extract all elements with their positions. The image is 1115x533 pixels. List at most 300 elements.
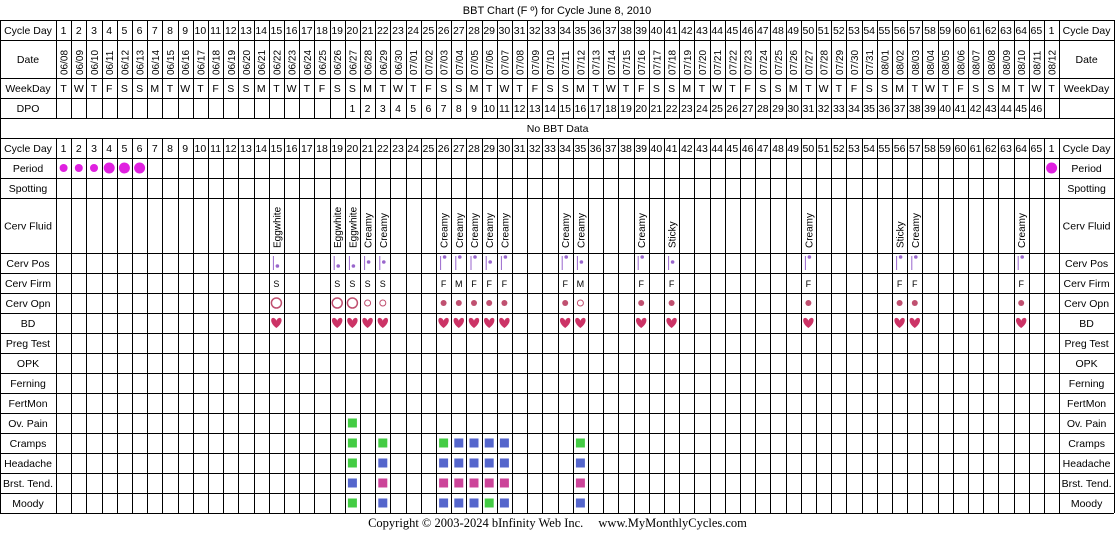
- cycle-day-cell: 30: [498, 143, 511, 155]
- bd-heart-icon: [499, 318, 509, 328]
- dpo-cell: 37: [893, 103, 906, 115]
- cycle-day-cell: 47: [756, 25, 769, 37]
- date-cell: 06/29: [378, 49, 390, 75]
- cerv-firm-label: F: [1018, 279, 1024, 289]
- row-label-dpo: DPO: [16, 103, 40, 115]
- cycle-day-cell: 12: [224, 25, 237, 37]
- period-dot: [75, 164, 83, 172]
- cycle-day-cell: 54: [863, 143, 876, 155]
- cycle-day-cell: 28: [468, 143, 480, 155]
- cycle-day-cell: 12: [224, 143, 237, 155]
- cerv-firm-label: F: [668, 279, 675, 289]
- cerv-pos-dot: [504, 255, 508, 259]
- cycle-day-cell: 1: [1048, 143, 1055, 155]
- dpo-cell: 5: [410, 103, 417, 115]
- row-label-headache: Headache: [4, 458, 52, 470]
- weekday-cell: M: [469, 83, 479, 95]
- cerv-opn-medium: [577, 300, 583, 306]
- cycle-day-cell: 56: [893, 25, 906, 37]
- row-label-moody: Moody: [12, 498, 44, 510]
- cerv-opn-closed: [441, 300, 447, 306]
- cycle-day-cell: 25: [422, 25, 435, 37]
- footer-copyright: [0, 513, 1115, 533]
- dpo-cell: 27: [741, 103, 754, 115]
- weekday-cell: T: [698, 83, 706, 95]
- weekday-cell: S: [455, 83, 463, 95]
- cycle-day-cell: 44: [711, 143, 724, 155]
- dpo-cell: 7: [440, 103, 447, 115]
- date-cell: 08/08: [986, 49, 998, 75]
- cycle-day-cell: 13: [240, 25, 252, 37]
- cycle-day-cell: 41: [665, 143, 678, 155]
- cycle-day-cell: 43: [696, 25, 708, 37]
- dpo-cell: 26: [726, 103, 739, 115]
- date-cell: 08/06: [956, 49, 968, 75]
- weekday-cell: W: [818, 83, 829, 95]
- cerv-fluid-label: Creamy: [576, 212, 588, 248]
- cerv-pos-dot: [443, 255, 447, 259]
- cycle-day-cell: 9: [182, 25, 189, 37]
- weekday-cell: S: [333, 83, 341, 95]
- cycle-day-cell: 38: [620, 25, 632, 37]
- date-cell: 07/24: [758, 49, 770, 75]
- weekday-cell: S: [668, 83, 676, 95]
- date-cell: 06/14: [150, 49, 162, 75]
- row-label-cerv_opn: Cerv Opn: [5, 298, 51, 310]
- weekday-cell: T: [485, 83, 493, 95]
- bd-heart-icon: [378, 318, 388, 328]
- dpo-cell: 36: [878, 103, 891, 115]
- cycle-day-cell: 59: [939, 143, 952, 155]
- date-cell: 07/21: [713, 49, 725, 75]
- moody-marker: [576, 499, 585, 508]
- period-dot: [119, 163, 130, 174]
- row-label-preg_test: Preg Test: [5, 338, 51, 350]
- weekday-cell: T: [1048, 83, 1055, 95]
- weekday-cell: F: [957, 83, 964, 95]
- date-cell: 06/25: [318, 49, 329, 75]
- cycle-day-cell: 42: [680, 143, 693, 155]
- cerv-fluid-label: Creamy: [470, 212, 481, 248]
- dpo-cell: 41: [954, 103, 967, 115]
- dpo-cell: 38: [908, 103, 921, 115]
- cycle-day-cell: 49: [787, 25, 800, 37]
- row-label-date: Date: [16, 54, 40, 66]
- weekday-cell: W: [605, 83, 616, 95]
- cycle-day-cell: 56: [893, 143, 906, 155]
- dpo-cell: 2: [364, 103, 371, 115]
- cerv-firm-label: F: [471, 279, 477, 289]
- cycle-day-cell: 20: [346, 25, 359, 37]
- cerv-pos-dot: [336, 264, 340, 268]
- weekday-cell: T: [303, 83, 311, 95]
- date-cell: 07/13: [591, 49, 603, 75]
- bd-heart-icon: [347, 318, 357, 328]
- cycle-day-cell: 31: [513, 25, 526, 37]
- brst-tend-marker: [378, 479, 387, 488]
- cycle-day-cell: 15: [270, 143, 283, 155]
- cycle-day-cell: 44: [711, 25, 724, 37]
- date-cell: 06/10: [90, 49, 101, 75]
- cycle-day-cell: 55: [878, 143, 891, 155]
- moody-marker: [485, 499, 494, 508]
- dpo-cell: 33: [832, 103, 845, 115]
- date-cell: 06/18: [211, 49, 223, 75]
- cerv-firm-label: F: [440, 279, 447, 289]
- date-cell: 07/28: [819, 49, 831, 75]
- brst-tend-marker: [348, 479, 357, 488]
- cerv-fluid-label: Creamy: [439, 212, 451, 248]
- weekday-cell: S: [561, 83, 569, 95]
- dpo-cell: 32: [817, 103, 830, 115]
- cerv-opn-closed: [562, 300, 568, 306]
- date-cell: 06/24: [302, 49, 314, 75]
- cycle-day-cell: 7: [151, 25, 158, 37]
- weekday-cell: T: [516, 83, 523, 95]
- weekday-cell: W: [1031, 83, 1042, 95]
- cycle-day-cell: 10: [194, 25, 207, 37]
- weekday-cell: F: [850, 83, 858, 95]
- date-cell: 07/02: [424, 49, 436, 75]
- cycle-day-cell: 5: [121, 143, 128, 155]
- bd-heart-icon: [362, 318, 372, 328]
- cycle-day-cell: 5: [121, 25, 128, 37]
- chart-content: [3, 25, 1112, 510]
- dpo-cell: 10: [483, 103, 496, 115]
- date-cell: 07/26: [789, 49, 801, 75]
- dpo-cell: 30: [787, 103, 800, 115]
- weekday-cell: S: [242, 83, 250, 95]
- date-cell: 06/28: [363, 49, 375, 75]
- cerv-fluid-label: Creamy: [454, 212, 466, 248]
- cerv-firm-label: S: [379, 279, 386, 289]
- brst-tend-marker: [500, 479, 509, 488]
- dpo-cell: 11: [498, 103, 510, 115]
- cycle-day-cell: 2: [75, 25, 82, 37]
- cycle-day-cell: 6: [136, 143, 143, 155]
- cycle-day-cell: 11: [210, 25, 222, 37]
- cycle-day-cell: 17: [300, 143, 313, 155]
- cycle-day-cell: 60: [954, 25, 967, 37]
- cycle-day-cell: 65: [1030, 143, 1043, 155]
- cerv-opn-medium: [365, 300, 371, 306]
- cerv-opn-closed: [471, 300, 477, 306]
- dpo-cell: 4: [395, 103, 401, 115]
- weekday-cell: M: [1001, 83, 1011, 95]
- row-label-brst_tend: Brst. Tend.: [3, 478, 53, 490]
- weekday-cell: S: [774, 83, 782, 95]
- weekday-cell: S: [880, 83, 888, 95]
- dpo-cell: 16: [574, 103, 587, 115]
- cycle-day-cell: 17: [300, 25, 313, 37]
- cycle-day-cell: 51: [817, 143, 830, 155]
- date-cell: 06/26: [333, 49, 345, 75]
- date-cell: 07/25: [774, 49, 785, 75]
- bd-heart-icon: [666, 318, 676, 328]
- weekday-cell: S: [987, 83, 995, 95]
- cerv-fluid-label: Eggwhite: [272, 206, 284, 248]
- cycle-day-cell: 64: [1015, 143, 1028, 155]
- cycle-day-cell: 62: [984, 25, 997, 37]
- date-cell: 08/07: [971, 49, 983, 75]
- moody-marker: [378, 499, 387, 508]
- brst-tend-marker: [576, 479, 585, 488]
- weekday-cell: M: [150, 83, 160, 95]
- site-link[interactable]: www.MyMonthlyCycles.com: [598, 516, 747, 530]
- bd-heart-icon: [910, 318, 920, 328]
- dpo-cell: 25: [711, 103, 724, 115]
- cerv-firm-label: F: [486, 279, 492, 289]
- headache-marker: [470, 459, 479, 468]
- cerv-fluid-label: Creamy: [378, 212, 390, 248]
- row-label-right-period: Period: [1071, 163, 1102, 175]
- cycle-day-cell: 23: [392, 143, 404, 155]
- dpo-cell: 29: [772, 103, 784, 115]
- cerv-opn-closed: [897, 300, 903, 306]
- weekday-cell: M: [576, 83, 585, 95]
- date-cell: 08/04: [926, 49, 937, 75]
- date-cell: 07/06: [485, 49, 497, 75]
- moody-marker: [500, 499, 509, 508]
- date-cell: 06/09: [74, 49, 86, 75]
- row-label-right-ov_pain: Ov. Pain: [1066, 418, 1107, 430]
- cycle-day-cell: 36: [589, 143, 602, 155]
- cycle-day-cell: 34: [559, 143, 572, 155]
- cerv-fluid-label: Eggwhite: [348, 206, 360, 248]
- cramps-marker: [454, 439, 463, 448]
- date-cell: 06/13: [135, 49, 147, 75]
- dpo-cell: 34: [848, 103, 860, 115]
- row-label-right-opk: OPK: [1075, 358, 1098, 370]
- cycle-day-cell: 22: [376, 143, 389, 155]
- row-label-ov_pain: Ov. Pain: [8, 418, 48, 430]
- cycle-day-cell: 52: [832, 25, 845, 37]
- dpo-cell: 15: [559, 103, 572, 115]
- cramps-marker: [470, 439, 479, 448]
- cycle-day-cell: 32: [528, 143, 541, 155]
- date-cell: 06/16: [181, 49, 193, 75]
- ov-pain-marker: [348, 419, 357, 428]
- date-cell: 07/01: [409, 49, 421, 75]
- cycle-day-cell: 25: [422, 143, 435, 155]
- date-cell: 08/05: [941, 49, 953, 75]
- dpo-cell: 42: [969, 103, 982, 115]
- row-label-fertmon: FertMon: [8, 398, 48, 410]
- period-dot: [104, 163, 115, 174]
- cycle-day-cell: 58: [924, 25, 936, 37]
- cycle-day-cell: 39: [635, 25, 648, 37]
- row-label-ferning: Ferning: [10, 378, 46, 390]
- cerv-firm-label: M: [576, 279, 585, 289]
- row-label-right-bd: BD: [1079, 318, 1094, 330]
- cycle-day-cell: 27: [452, 143, 465, 155]
- dpo-cell: 40: [939, 103, 952, 115]
- brst-tend-marker: [485, 479, 494, 488]
- cerv-opn-medium: [380, 300, 386, 306]
- cycle-day-cell: 4: [106, 25, 113, 37]
- cycle-day-cell: 61: [969, 143, 982, 155]
- cerv-pos-dot: [640, 255, 644, 259]
- row-label-right-cerv_fluid: Cerv Fluid: [1062, 220, 1111, 233]
- cycle-day-cell: 7: [151, 143, 158, 155]
- cycle-day-cell: 8: [167, 143, 173, 155]
- chart-title: BBT Chart (F º) for Cycle June 8, 2010: [462, 5, 652, 17]
- row-label-right-brst_tend: Brst. Tend.: [1061, 478, 1112, 490]
- cycle-day-cell: 28: [468, 25, 480, 37]
- weekday-cell: M: [788, 83, 798, 95]
- dpo-cell: 6: [425, 103, 432, 115]
- row-label-right-moody: Moody: [1070, 498, 1103, 510]
- cerv-pos-dot: [808, 255, 812, 259]
- weekday-cell: S: [972, 83, 980, 95]
- cycle-day-cell: 57: [908, 143, 921, 155]
- bd-heart-icon: [636, 318, 646, 328]
- cycle-day-cell: 6: [136, 25, 143, 37]
- cycle-day-cell: 58: [924, 143, 936, 155]
- dpo-cell: 20: [635, 103, 648, 115]
- headache-marker: [378, 459, 387, 468]
- dpo-cell: 39: [924, 103, 936, 115]
- date-cell: 07/04: [454, 49, 466, 75]
- weekday-cell: W: [180, 83, 191, 95]
- weekday-cell: T: [197, 83, 204, 95]
- cerv-fluid-label: Sticky: [895, 221, 907, 248]
- row-label-right-cycle_day: Cycle Day: [1062, 25, 1111, 37]
- no-bbt-data-label: No BBT Data: [526, 123, 589, 135]
- date-cell: 08/01: [880, 49, 892, 75]
- cycle-day-cell: 32: [528, 25, 541, 37]
- weekday-cell: F: [105, 83, 113, 95]
- cerv-opn-closed: [1018, 300, 1024, 306]
- cerv-opn-open: [271, 298, 281, 308]
- date-cell: 06/30: [394, 49, 405, 75]
- row-label-cerv_pos: Cerv Pos: [6, 258, 50, 270]
- weekday-cell: F: [318, 83, 326, 95]
- cerv-pos-dot: [382, 260, 386, 264]
- cycle-day-cell: 16: [285, 25, 298, 37]
- date-cell: 07/08: [515, 49, 527, 75]
- dpo-cell: 45: [1015, 103, 1028, 115]
- cycle-day-cell: 62: [984, 143, 997, 155]
- bd-heart-icon: [438, 318, 448, 328]
- date-cell: 07/31: [865, 49, 877, 75]
- date-cell: 06/19: [226, 49, 238, 75]
- weekday-cell: W: [925, 83, 935, 95]
- cycle-day-cell: 41: [665, 25, 678, 37]
- cycle-day-cell: 45: [726, 25, 739, 37]
- date-cell: 07/18: [667, 49, 679, 75]
- dpo-cell: 46: [1030, 103, 1043, 115]
- cycle-day-cell: 21: [361, 25, 374, 37]
- dpo-cell: 8: [455, 103, 462, 115]
- bd-heart-icon: [894, 318, 904, 328]
- cycle-day-cell: 40: [650, 143, 663, 155]
- row-label-right-spotting: Spotting: [1067, 183, 1106, 195]
- row-label-cycle_day: Cycle Day: [4, 143, 52, 155]
- date-cell: 06/15: [166, 49, 177, 75]
- cycle-day-cell: 8: [167, 25, 173, 37]
- weekday-cell: F: [531, 83, 539, 95]
- date-cell: 06/17: [196, 49, 208, 75]
- date-cell: 07/07: [500, 49, 512, 75]
- cycle-day-cell: 46: [741, 143, 754, 155]
- weekday-cell: T: [90, 83, 98, 95]
- headache-marker: [500, 459, 509, 468]
- cycle-day-cell: 1: [60, 25, 67, 37]
- cycle-day-cell: 19: [331, 143, 344, 155]
- weekday-cell: T: [166, 83, 174, 95]
- weekday-cell: M: [363, 83, 372, 95]
- bd-heart-icon: [575, 318, 585, 328]
- period-dot: [60, 164, 68, 172]
- cycle-day-cell: 57: [908, 25, 921, 37]
- cerv-fluid-label: Creamy: [637, 212, 649, 248]
- weekday-cell: M: [682, 83, 692, 95]
- row-label-period: Period: [12, 163, 44, 175]
- cerv-pos-dot: [1020, 255, 1024, 259]
- cycle-day-cell: 65: [1030, 25, 1043, 37]
- bd-heart-icon: [469, 318, 479, 328]
- cycle-day-cell: 9: [182, 143, 189, 155]
- dpo-cell: 21: [650, 103, 663, 115]
- row-label-cramps: Cramps: [9, 438, 47, 450]
- bd-heart-icon: [271, 318, 281, 328]
- cycle-day-cell: 34: [559, 25, 572, 37]
- cycle-day-cell: 4: [106, 143, 113, 155]
- weekday-cell: M: [895, 83, 904, 95]
- weekday-cell: T: [273, 83, 280, 95]
- row-label-right-cerv_opn: Cerv Opn: [1064, 298, 1110, 310]
- row-label-right-headache: Headache: [1062, 458, 1111, 470]
- period-dot: [134, 163, 145, 174]
- date-cell: 07/27: [804, 49, 816, 75]
- dpo-cell: 19: [620, 103, 632, 115]
- dpo-cell: 9: [471, 103, 477, 115]
- row-label-right-cramps: Cramps: [1068, 438, 1105, 450]
- cycle-day-cell: 59: [939, 25, 952, 37]
- cycle-day-cell: 23: [392, 25, 404, 37]
- period-dot: [90, 164, 98, 172]
- row-label-opk: OPK: [16, 358, 40, 370]
- cerv-fluid-label: Creamy: [363, 212, 375, 248]
- date-cell: 06/20: [242, 49, 253, 75]
- cerv-fluid-label: Creamy: [1017, 212, 1029, 248]
- cycle-day-cell: 18: [316, 143, 328, 155]
- weekday-cell: T: [622, 83, 630, 95]
- cycle-day-cell: 37: [604, 143, 617, 155]
- cerv-firm-label: F: [562, 279, 568, 289]
- brst-tend-marker: [470, 479, 479, 488]
- cycle-day-cell: 15: [270, 25, 283, 37]
- weekday-cell: M: [256, 83, 266, 95]
- bd-heart-icon: [803, 318, 813, 328]
- date-cell: 08/03: [910, 49, 922, 75]
- cycle-day-cell: 14: [255, 25, 268, 37]
- cerv-fluid-label: Creamy: [561, 212, 573, 248]
- weekday-cell: F: [212, 83, 219, 95]
- row-label-right-cycle_day: Cycle Day: [1062, 143, 1111, 155]
- cerv-opn-closed: [501, 300, 507, 306]
- row-label-cerv_fluid: Cerv Fluid: [4, 220, 52, 233]
- row-label-right-date: Date: [1075, 54, 1098, 66]
- cerv-pos-dot: [671, 260, 675, 264]
- cycle-day-cell: 26: [437, 143, 450, 155]
- cycle-day-cell: 19: [331, 25, 344, 37]
- date-cell: 07/17: [652, 49, 664, 75]
- cycle-day-cell: 55: [878, 25, 891, 37]
- weekday-cell: T: [60, 83, 67, 95]
- cycle-day-cell: 3: [91, 143, 97, 155]
